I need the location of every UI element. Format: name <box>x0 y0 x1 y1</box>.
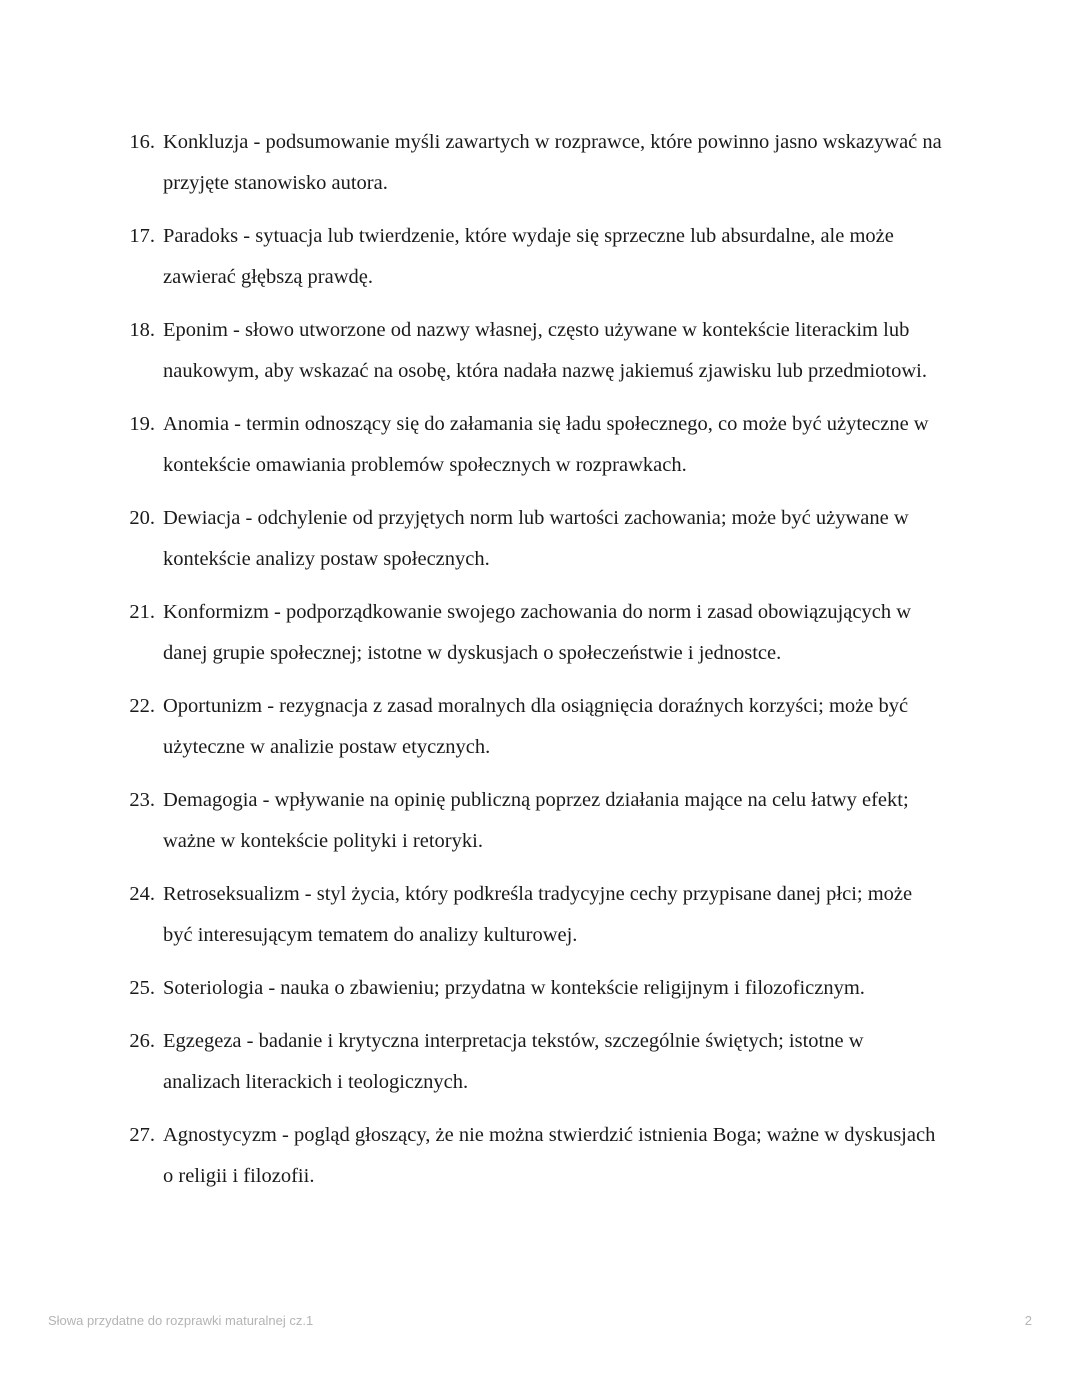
footer-page-number: 2 <box>1024 1313 1032 1328</box>
list-item <box>128 122 945 204</box>
list-item-number: 21. <box>129 601 155 623</box>
list-item-text: Oportunizm - rezygnacja z zasad moralnych dla osiągnięcia doraźnych korzyści; może być użyteczne w analizie postaw etycznych. <box>163 695 909 758</box>
list-item-number: 24. <box>129 883 155 905</box>
list-item-number: 16. <box>129 131 155 153</box>
footer-document-title: Słowa przydatne do rozprawki maturalnej cz.1 <box>48 1313 314 1328</box>
list-item <box>128 404 945 486</box>
numbered-term-list <box>128 122 945 1197</box>
list-item-number: 26. <box>129 1030 155 1052</box>
list-item-text: Konkluzja - podsumowanie myśli zawartych w rozprawce, które powinno jasno wskazywać na przyjęte stanowisko autora. <box>163 131 942 194</box>
list-item-text: Paradoks - sytuacja lub twierdzenie, które wydaje się sprzeczne lub absurdalne, ale może zawierać głębszą prawdę. <box>163 225 894 288</box>
list-item <box>128 498 945 580</box>
page-footer <box>0 1313 1080 1397</box>
list-item-text: Soteriologia - nauka o zbawieniu; przydatna w kontekście religijnym i filozoficznym. <box>163 977 865 999</box>
list-item-number: 23. <box>129 789 155 811</box>
list-item <box>128 1115 945 1197</box>
list-item-text: Agnostycyzm - pogląd głoszący, że nie można stwierdzić istnienia Boga; ważne w dyskusjach o religii i filozofii. <box>163 1124 936 1187</box>
list-item-text: Dewiacja - odchylenie od przyjętych norm lub wartości zachowania; może być używane w kontekście analizy postaw społecznych. <box>163 507 909 570</box>
list-item <box>128 592 945 674</box>
list-item-text: Egzegeza - badanie i krytyczna interpretacja tekstów, szczególnie świętych; istotne w analizach literackich i teologicznych. <box>163 1030 864 1093</box>
list-item <box>128 216 945 298</box>
list-item-text: Retroseksualizm - styl życia, który podkreśla tradycyjne cechy przypisane danej płci; może być interesującym tematem do analizy kulturowej. <box>163 883 913 946</box>
list-item <box>128 310 945 392</box>
list-item-number: 20. <box>129 507 155 529</box>
list-item-text: Anomia - termin odnoszący się do załamania się ładu społecznego, co może być użyteczne w kontekście omawiania problemów społecznych w rozprawkach. <box>163 413 929 476</box>
list-item <box>128 874 945 956</box>
list-item-number: 17. <box>129 225 155 247</box>
list-item <box>128 780 945 862</box>
list-item <box>128 968 945 1009</box>
list-item-number: 27. <box>129 1124 155 1146</box>
list-item-number: 25. <box>129 977 155 999</box>
list-item <box>128 686 945 768</box>
list-item-text: Konformizm - podporządkowanie swojego zachowania do norm i zasad obowiązujących w danej grupie społecznej; istotne w dyskusjach o społeczeństwie i jednostce. <box>163 601 911 664</box>
list-item <box>128 1021 945 1103</box>
list-item-number: 18. <box>129 319 155 341</box>
list-item-number: 19. <box>129 413 155 435</box>
list-item-text: Eponim - słowo utworzone od nazwy własnej, często używane w kontekście literackim lub naukowym, aby wskazać na osobę, która nadała nazwę jakiemuś zjawisku lub przedmiotowi. <box>163 319 927 382</box>
list-item-text: Demagogia - wpływanie na opinię publiczną poprzez działania mające na celu łatwy efekt; ważne w kontekście polityki i retoryki. <box>163 789 909 852</box>
list-item-number: 22. <box>129 695 155 717</box>
